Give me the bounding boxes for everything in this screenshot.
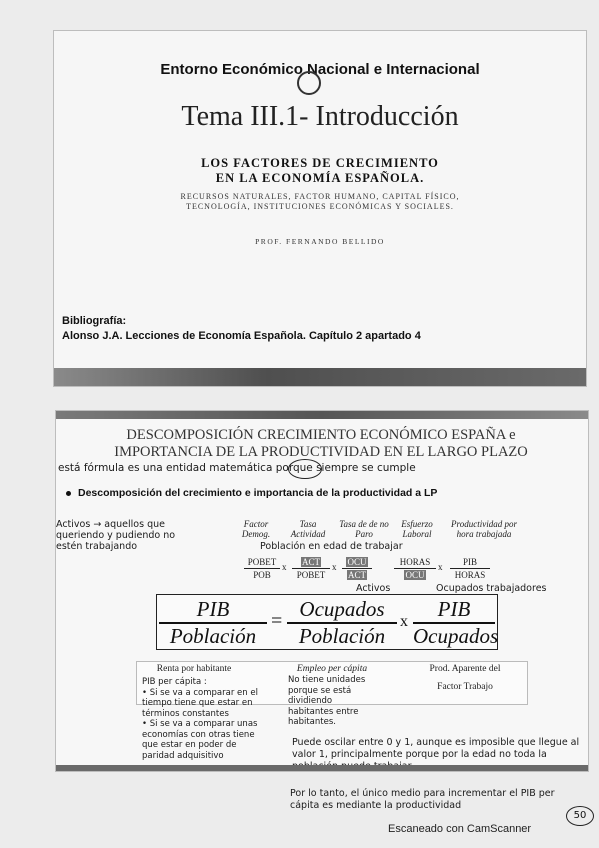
- times-sign: x: [332, 562, 337, 572]
- factors-heading: [54, 156, 586, 186]
- slide-title: [76, 427, 566, 461]
- bibliography: [62, 314, 421, 344]
- handwritten-note-ocupados: Ocupados trabajadores: [436, 583, 547, 594]
- handwritten-note-pib-percapita: PIB per cápita : • Si se va a comparar en el tiempo tiene que estar en términos constantes • Si se va a comparar unas economías con otras tiene que estar en poder de paridad adquisitivo: [142, 677, 258, 761]
- binder-ring-icon: [297, 71, 321, 95]
- fraction-tasa-no-paro: [342, 557, 372, 580]
- equation-term-pib-poblacion: [159, 597, 267, 649]
- times-sign: x: [438, 562, 443, 572]
- fraction-tasa-actividad: [292, 557, 330, 580]
- slide-header: Entorno Económico Nacional e Internacional: [160, 61, 480, 78]
- column-tasa-actividad: Tasa Actividad: [290, 519, 326, 539]
- fraction-denominator: ACT: [348, 570, 366, 580]
- handwritten-note-activos-2: Activos: [356, 583, 391, 594]
- handwritten-note-empleo: No tiene unidades porque se está dividiendo habitantes entre habitantes.: [288, 675, 366, 727]
- times-sign: x: [282, 562, 287, 572]
- handwritten-note-productividad: Por lo tanto, el único medio para incrementar el PIB per cápita es mediante la productividad: [290, 788, 555, 811]
- title-line-2: IMPORTANCIA DE LA PRODUCTIVIDAD EN EL LARGO PLAZO: [114, 444, 528, 460]
- fraction-numerator: OCU: [347, 557, 367, 567]
- equation-term-pib-ocupados: [413, 597, 499, 649]
- bullet-icon: [66, 491, 71, 496]
- label-renta: Renta por habitante: [156, 664, 232, 674]
- circled-word: [288, 459, 322, 479]
- equation-denominator: Ocupados: [413, 624, 499, 648]
- fraction-numerator: PIB: [450, 557, 490, 569]
- main-equation-box: [156, 594, 498, 650]
- fraction-esfuerzo-laboral: [394, 557, 436, 580]
- slide-introduccion: [53, 30, 587, 387]
- author: PROF. FERNANDO BELLIDO: [255, 237, 385, 246]
- handwritten-note-oscilar: Puede oscilar entre 0 y 1, aunque es imposible que llegue al valor 1, principalmente porque por la edad no toda la: [292, 737, 580, 760]
- fraction-denominator: POB: [253, 570, 271, 580]
- scanner-watermark: Escaneado con CamScanner: [388, 823, 532, 835]
- fraction-numerator: POBET: [244, 557, 280, 569]
- fraction-denominator: POBET: [296, 570, 326, 580]
- bibliography-text: Alonso J.A. Lecciones de Economía Española. Capítulo 2 apartado 4: [62, 330, 421, 342]
- label-prod-2: Factor Trabajo: [437, 682, 493, 692]
- slide-title: Tema III.1- Introducción: [181, 101, 459, 132]
- bullet-text: Descomposición del crecimiento e importancia de la productividad a LP: [78, 487, 438, 499]
- factors-subtitle: RECURSOS NATURALES, FACTOR HUMANO, CAPITAL FÍSICO, TECNOLOGÍA, INSTITUCIONES ECONÓMICAS Y SOCIALES.: [180, 192, 460, 211]
- handwritten-note-formula: está fórmula es una entidad matemática porque siempre se cumple: [58, 462, 416, 474]
- slide-descomposicion: [55, 410, 589, 772]
- slide-bottom-band: [56, 765, 588, 771]
- page-number: 50: [566, 806, 594, 826]
- times-sign: x: [400, 613, 408, 630]
- equals-sign: =: [271, 610, 283, 632]
- column-productividad: Productividad por hora trabajada: [451, 519, 517, 539]
- column-esfuerzo-laboral: Esfuerzo Laboral: [401, 519, 433, 539]
- label-prod-1: Prod. Aparente del: [429, 664, 501, 674]
- handwritten-note-activos: Activos → aquellos que queriendo y pudiendo no estén trabajando: [56, 519, 176, 552]
- label-empleo: Empleo per cápita: [296, 664, 368, 674]
- handwritten-note-poblacion: Población en edad de trabajar: [260, 541, 403, 552]
- bullet-item: [66, 487, 437, 499]
- slide-top-band: [56, 411, 588, 419]
- factors-line-1: LOS FACTORES DE CRECIMIENTO: [201, 156, 439, 170]
- slide-footer-band: [54, 368, 586, 386]
- fraction-productividad: [450, 557, 490, 580]
- equation-denominator: Población: [298, 624, 386, 648]
- equation-numerator: PIB: [413, 597, 495, 624]
- factors-line-2: EN LA ECONOMÍA ESPAÑOLA.: [215, 171, 425, 185]
- fraction-denominator: HORAS: [454, 570, 486, 580]
- column-factor-demog: Factor Demog.: [241, 519, 271, 539]
- equation-denominator: Población: [169, 624, 257, 648]
- bibliography-label: Bibliografía:: [62, 315, 127, 327]
- equation-numerator: Ocupados: [287, 597, 397, 624]
- fraction-denominator: OCU: [405, 570, 425, 580]
- fraction-numerator: HORAS: [394, 557, 436, 569]
- title-line-1: DESCOMPOSICIÓN CRECIMIENTO ECONÓMICO ESPAÑA e: [126, 427, 516, 443]
- equation-term-ocupados-poblacion: [287, 597, 397, 649]
- equation-numerator: PIB: [159, 597, 267, 624]
- fraction-factor-demog: [244, 557, 280, 580]
- fraction-numerator: ACT: [302, 557, 320, 567]
- column-tasa-no-paro: Tasa de de no Paro: [339, 519, 389, 539]
